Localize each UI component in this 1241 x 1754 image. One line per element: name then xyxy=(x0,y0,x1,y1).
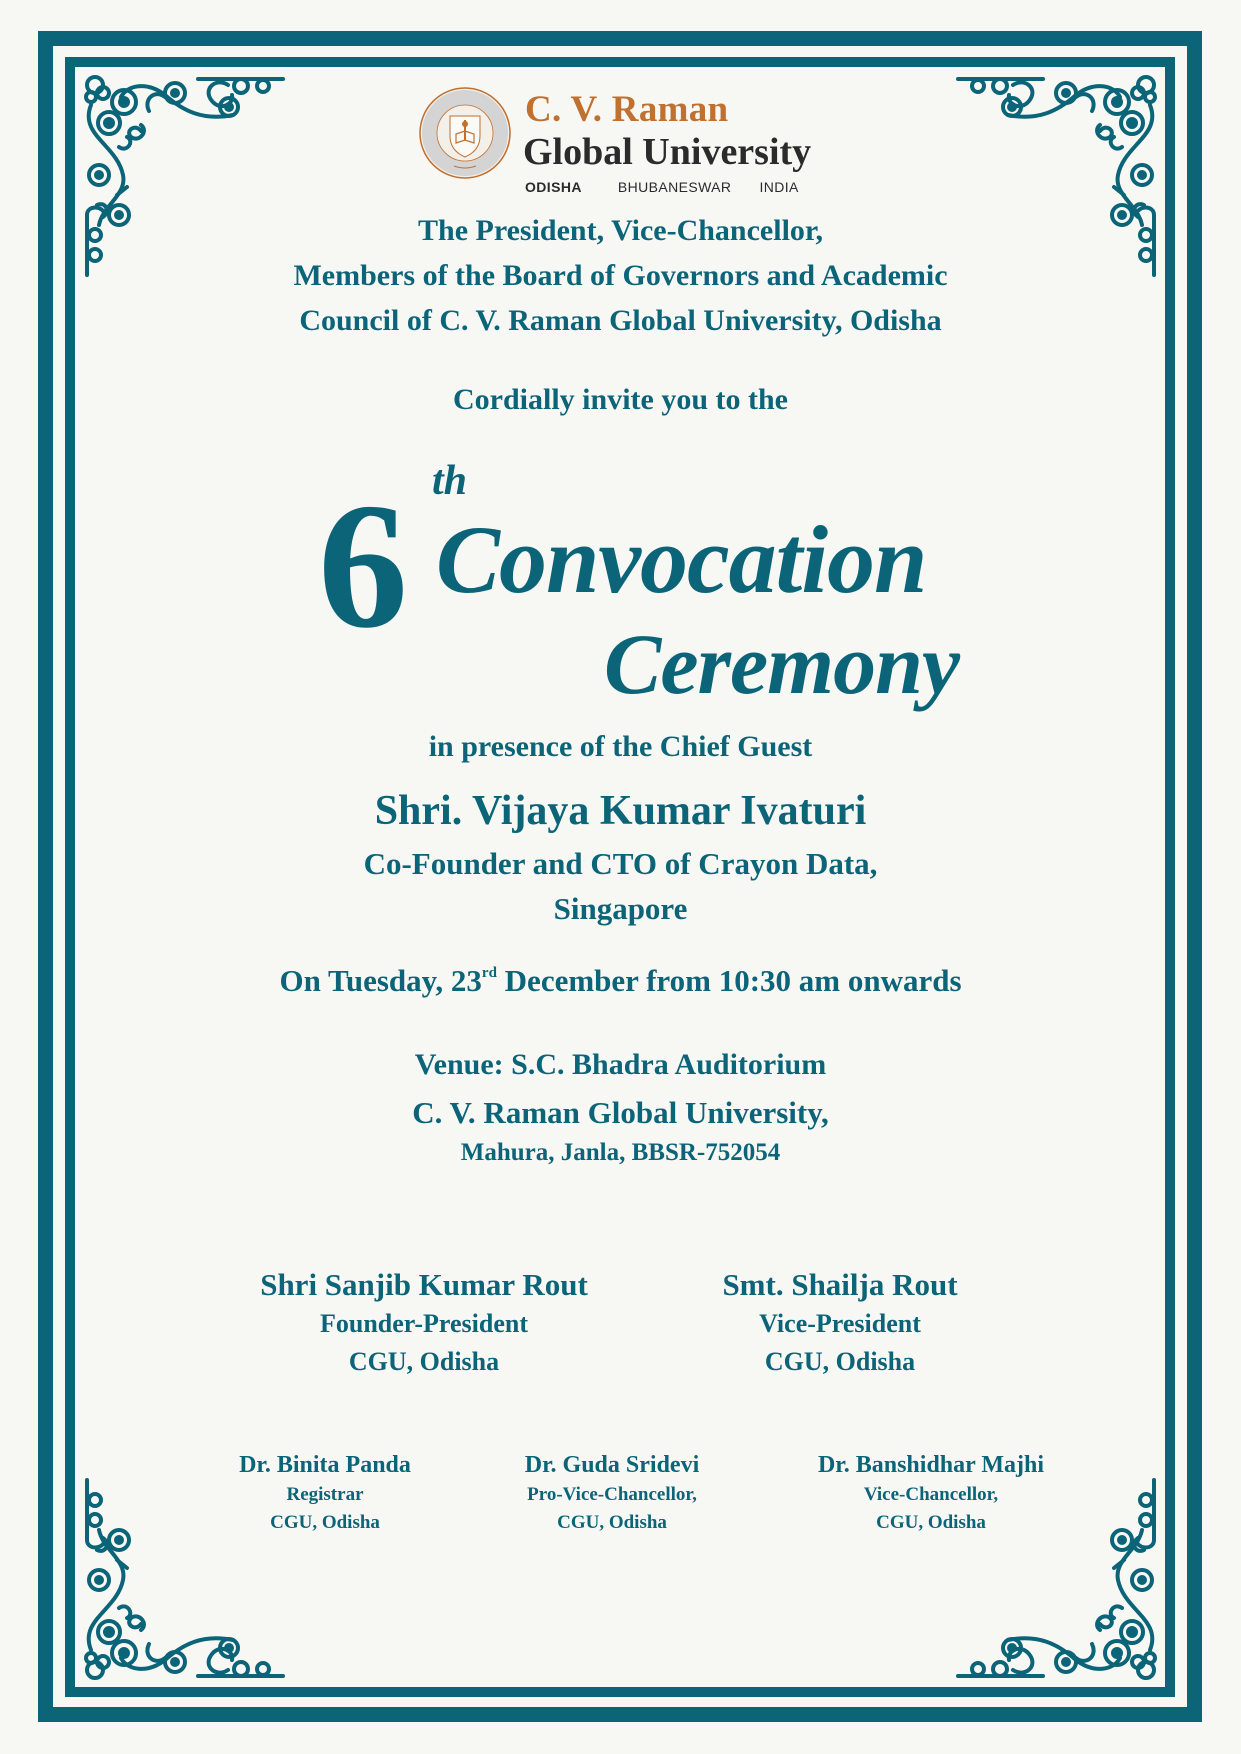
presence-line: in presence of the Chief Guest xyxy=(428,730,813,763)
logo-text-cv-raman: C. V. Raman xyxy=(525,89,729,130)
university-logo xyxy=(418,86,828,196)
title-number: 6 xyxy=(318,466,408,665)
signatory-org: CGU, Odisha xyxy=(557,1512,667,1533)
date-suffix: December from 10:30 am onwards xyxy=(496,963,962,998)
signatory-name: Shri Sanjib Kumar Rout xyxy=(260,1267,588,1302)
signatory-pro-vice-chancellor xyxy=(472,1449,752,1537)
logo-location-odisha: ODISHA xyxy=(525,179,582,195)
signatory-name: Smt. Shailja Rout xyxy=(722,1267,958,1302)
title-ordinal-suffix: th xyxy=(432,458,468,504)
signatory-name: Dr. Binita Panda xyxy=(239,1452,411,1478)
hosts-line: Council of C. V. Raman Global University, Odisha xyxy=(299,304,942,337)
signatory-title: Registrar xyxy=(286,1484,364,1505)
venue-name: Venue: S.C. Bhadra Auditorium xyxy=(414,1048,827,1081)
logo-location-bhubaneswar: BHUBANESWAR xyxy=(617,179,732,195)
date-prefix: On Tuesday, 23 xyxy=(279,963,482,998)
title-ceremony: Ceremony xyxy=(604,616,960,712)
invite-line: Cordially invite you to the xyxy=(453,383,788,416)
hosts-line: Members of the Board of Governors and Academic xyxy=(293,259,948,292)
signatory-title: Vice-President xyxy=(759,1309,921,1338)
chief-guest-name: Shri. Vijaya Kumar Ivaturi xyxy=(374,788,867,834)
signatory-founder-president xyxy=(224,1265,624,1381)
date-ordinal: rd xyxy=(481,965,497,981)
hosts-block xyxy=(0,208,1241,343)
logo-locations xyxy=(525,178,799,196)
signatory-org: CGU, Odisha xyxy=(876,1512,986,1533)
signatory-org: CGU, Odisha xyxy=(348,1347,500,1376)
chief-guest-role xyxy=(0,841,1241,931)
signatory-name: Dr. Banshidhar Majhi xyxy=(817,1452,1045,1478)
logo-text-global-university: Global University xyxy=(523,131,812,173)
signatory-vice-chancellor xyxy=(791,1449,1071,1537)
venue-address: Mahura, Janla, BBSR-752054 xyxy=(460,1139,781,1166)
signatory-registrar xyxy=(185,1449,465,1537)
signatory-title: Founder-President xyxy=(320,1309,528,1338)
chief-guest-role-line: Co-Founder and CTO of Crayon Data, xyxy=(363,846,878,881)
signatory-title: Vice-Chancellor, xyxy=(863,1484,999,1505)
logo-location-india: INDIA xyxy=(759,179,799,195)
signatory-title: Pro-Vice-Chancellor, xyxy=(527,1484,697,1505)
event-date xyxy=(0,962,1241,1000)
chief-guest-location: Singapore xyxy=(553,891,688,926)
hosts-line: The President, Vice-Chancellor, xyxy=(418,214,823,247)
title-convocation: Convocation xyxy=(436,506,927,613)
signatory-org: CGU, Odisha xyxy=(270,1512,380,1533)
signatory-org: CGU, Odisha xyxy=(764,1347,916,1376)
signatory-vice-president xyxy=(640,1265,1040,1381)
signatory-name: Dr. Guda Sridevi xyxy=(524,1452,700,1478)
venue-university: C. V. Raman Global University, xyxy=(412,1095,829,1130)
university-seal-icon xyxy=(418,86,512,180)
